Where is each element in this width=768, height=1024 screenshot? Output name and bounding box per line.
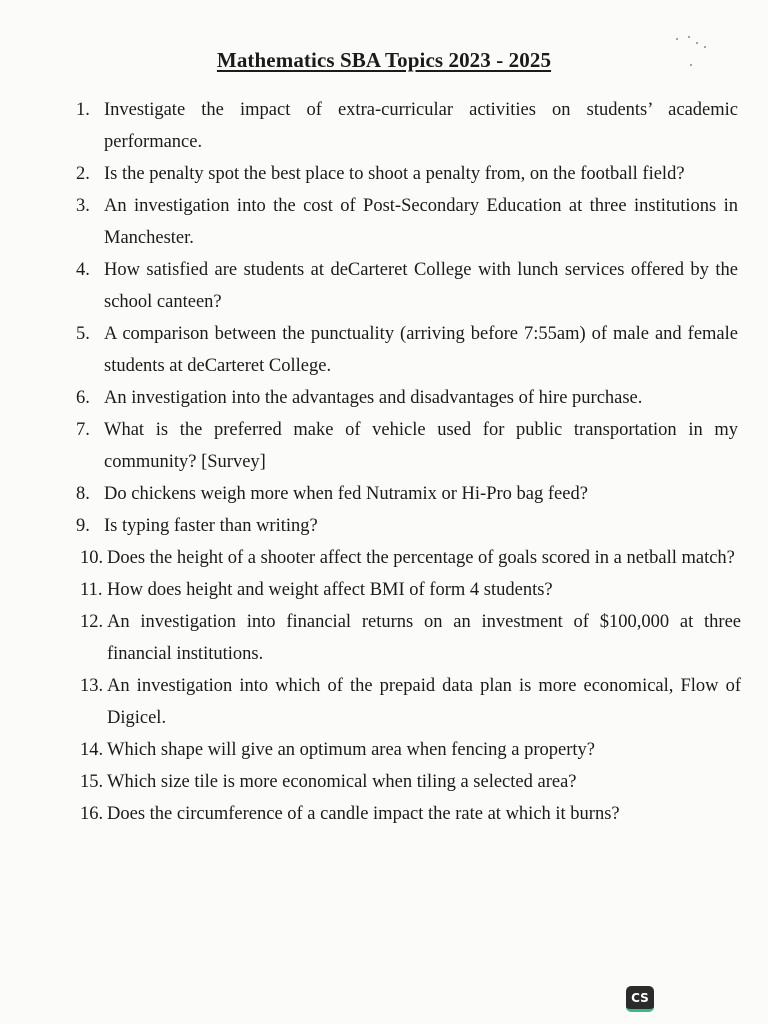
list-item-text: An investigation into which of the prepaid data plan is more economical, Flow of Digicel. bbox=[107, 676, 741, 728]
list-item-number: 7. bbox=[76, 420, 90, 440]
list-item-text: How does height and weight affect BMI of form 4 students? bbox=[107, 580, 553, 600]
list-item-number: 16. bbox=[80, 804, 104, 824]
list-item-number: 3. bbox=[76, 196, 90, 216]
scan-speck bbox=[688, 36, 690, 38]
list-item-number: 9. bbox=[76, 516, 90, 536]
list-item-text: An investigation into financial returns on an investment of $100,000 at three financial institutions. bbox=[107, 612, 741, 664]
list-item bbox=[0, 542, 768, 574]
list-item bbox=[0, 510, 768, 542]
list-item bbox=[0, 574, 768, 606]
list-item-text: Does the circumference of a candle impact the rate at which it burns? bbox=[107, 804, 620, 824]
scan-speck bbox=[696, 42, 698, 44]
list-item-number: 14. bbox=[80, 740, 104, 760]
list-item bbox=[0, 414, 768, 478]
list-item-number: 13. bbox=[80, 676, 104, 696]
list-item bbox=[0, 766, 768, 798]
list-item-number: 8. bbox=[76, 484, 90, 504]
list-item-number: 11. bbox=[80, 580, 103, 600]
camscanner-logo-icon: CS bbox=[626, 986, 654, 1012]
page-title-text: Mathematics SBA Topics 2023 - 2025 bbox=[216, 48, 552, 72]
list-item bbox=[0, 382, 768, 414]
list-item bbox=[0, 318, 768, 382]
list-item-number: 6. bbox=[76, 388, 90, 408]
list-item-text: An investigation into the advantages and disadvantages of hire purchase. bbox=[104, 388, 643, 408]
list-item bbox=[0, 670, 768, 734]
list-item bbox=[0, 190, 768, 254]
topic-list bbox=[0, 94, 768, 830]
scan-speck bbox=[690, 64, 692, 66]
list-item-number: 1. bbox=[76, 100, 90, 120]
list-item bbox=[0, 478, 768, 510]
list-item-number: 2. bbox=[76, 164, 90, 184]
list-item-text: Is typing faster than writing? bbox=[104, 516, 318, 536]
list-item bbox=[0, 606, 768, 670]
list-item-text: Which shape will give an optimum area when fencing a property? bbox=[107, 740, 596, 760]
list-item-number: 4. bbox=[76, 260, 90, 280]
list-item bbox=[0, 254, 768, 318]
list-item-number: 12. bbox=[80, 612, 104, 632]
scan-speck bbox=[704, 46, 706, 48]
list-item-text: How satisfied are students at deCarteret College with lunch services offered by the school canteen? bbox=[104, 260, 738, 312]
scan-speck bbox=[676, 38, 678, 40]
list-item-text: Investigate the impact of extra-curricular activities on students’ academic performance. bbox=[104, 100, 738, 152]
list-item-text: Does the height of a shooter affect the percentage of goals scored in a netball match? bbox=[107, 548, 735, 568]
list-item-text: Which size tile is more economical when tiling a selected area? bbox=[107, 772, 577, 792]
list-item-text: An investigation into the cost of Post-Secondary Education at three institutions in Manchester. bbox=[104, 196, 738, 248]
list-item bbox=[0, 94, 768, 158]
list-item-number: 10. bbox=[80, 548, 104, 568]
list-item bbox=[0, 158, 768, 190]
list-item-number: 5. bbox=[76, 324, 90, 344]
list-item-text: Do chickens weigh more when fed Nutramix or Hi-Pro bag feed? bbox=[104, 484, 588, 504]
list-item bbox=[0, 798, 768, 830]
list-item-text: A comparison between the punctuality (arriving before 7:55am) of male and female students at deCarteret College. bbox=[104, 324, 738, 376]
list-item-number: 15. bbox=[80, 772, 104, 792]
list-item-text: Is the penalty spot the best place to shoot a penalty from, on the football field? bbox=[104, 164, 685, 184]
list-item-text: What is the preferred make of vehicle used for public transportation in my community? [Survey] bbox=[104, 420, 738, 472]
page-title bbox=[0, 48, 768, 73]
list-item bbox=[0, 734, 768, 766]
